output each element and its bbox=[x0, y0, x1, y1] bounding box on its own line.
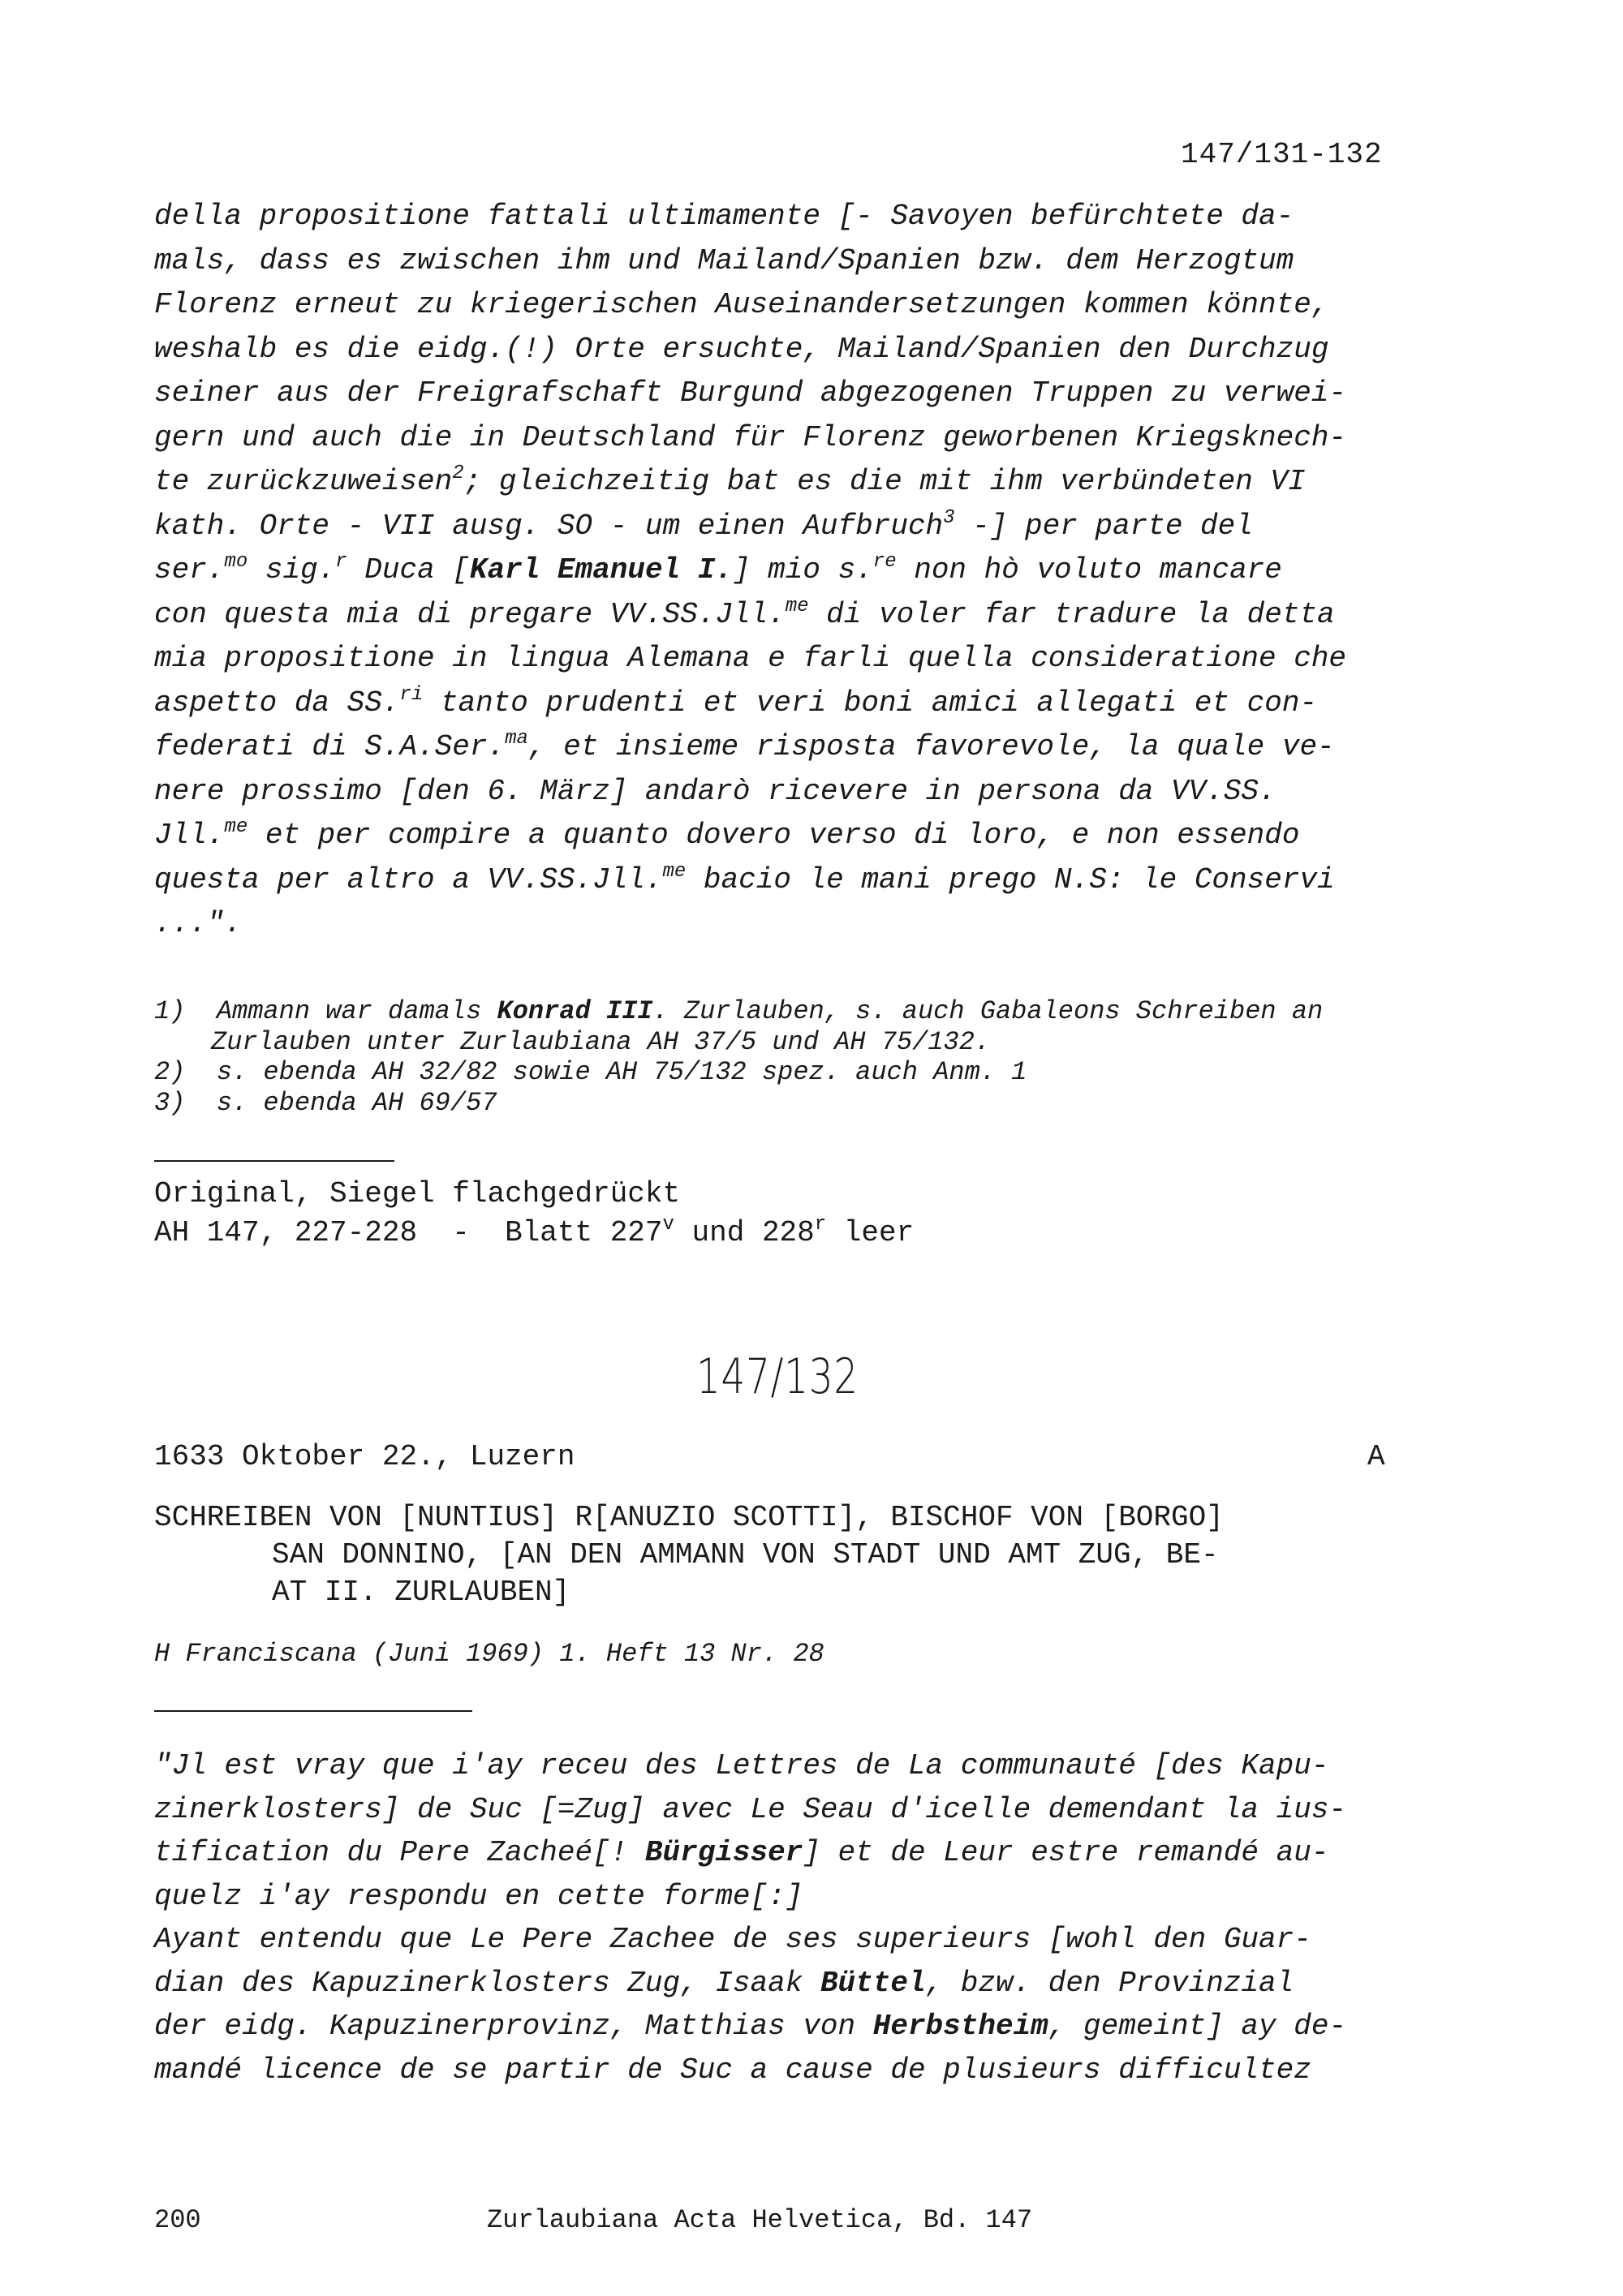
text-line: der eidg. Kapuzinerprovinz, Matthias von Herbstheim, gemeint] ay de- bbox=[154, 2010, 1347, 2043]
text-line: mia propositione in lingua Alemana e farli quella consideratione che bbox=[154, 642, 1347, 675]
footnote: 2) s. ebenda AH 32/82 sowie AH 75/132 spez. auch Anm. 1 bbox=[154, 1057, 1027, 1087]
text-line: dian des Kapuzinerklosters Zug, Isaak Büttel, bzw. den Provinzial bbox=[154, 1966, 1294, 2000]
text-line: con questa mia di pregare VV.SS.Jll.$^{me}$ di voler far tradure la detta bbox=[154, 595, 1335, 631]
person-name: Konrad III bbox=[497, 996, 653, 1026]
footnotes bbox=[154, 996, 1453, 1118]
footer-page-number: 200 bbox=[154, 2205, 201, 2235]
text-line: "Jl est vray que i'ay receu des Lettres de La communauté [des Kapu- bbox=[154, 1749, 1329, 1782]
text-line: mandé licence de se partir de Suc a cause de plusieurs difficultez bbox=[154, 2053, 1311, 2087]
person-name: Herbstheim bbox=[872, 2010, 1048, 2043]
text-line: te zurückzuweisen$^2$; gleichzeitig bat es die mit ihm verbündeten VI bbox=[154, 462, 1306, 498]
footnote-continuation: Zurlauben unter Zurlaubiana AH 37/5 und AH 75/132. bbox=[211, 1026, 991, 1057]
text-line: seiner aus der Freigrafschaft Burgund abgezogenen Truppen zu verwei- bbox=[154, 376, 1347, 410]
text-line: quelz i'ay respondu en cette forme[:] bbox=[154, 1879, 803, 1913]
text-line: gern und auch die in Deutschland für Florenz geworbenen Kriegsknech- bbox=[154, 420, 1347, 454]
text-line: mals, dass es zwischen ihm und Mailand/Spanien bzw. dem Herzogtum bbox=[154, 243, 1294, 277]
text-line: questa per altro a VV.SS.Jll.$^{me}$ bacio le mani prego N.S: le Conservi bbox=[154, 860, 1335, 896]
divider bbox=[154, 1710, 472, 1712]
source-note bbox=[154, 1175, 914, 1253]
footer-publication-title: Zurlaubiana Acta Helvetica, Bd. 147 bbox=[487, 2205, 1033, 2235]
text-line: tification du Pere Zacheé[! Bürgisser] et de Leur estre remandé au- bbox=[154, 1836, 1329, 1869]
text-line: ser.$^{mo}$ sig.$^r$ Duca [Karl Emanuel I.] mio s.$^{re}$ non hò voluto mancare bbox=[154, 551, 1282, 587]
document-category: A bbox=[1367, 1440, 1385, 1473]
source-line: AH 147, 227-228 - Blatt 227$^v$ und 228$^r$ leer bbox=[154, 1214, 915, 1249]
document-title bbox=[154, 1499, 1453, 1611]
footnote: 1) Ammann war damals Konrad III. Zurlauben, s. auch Gabaleons Schreiben an bbox=[154, 996, 1324, 1026]
text-line: zinerklosters] de Suc [=Zug] avec Le Seau d'icelle demendant la ius- bbox=[154, 1792, 1347, 1826]
text-line: federati di S.A.Ser.$^{ma}$, et insieme risposta favorevole, la quale ve- bbox=[154, 728, 1335, 763]
text-line: della propositione fattali ultimamente [- Savoyen befürchtete da- bbox=[154, 200, 1294, 233]
text-line: ...". bbox=[154, 907, 243, 940]
person-name: Büttel bbox=[820, 1966, 926, 2000]
document-number: 147/132 bbox=[696, 1348, 859, 1405]
previous-document-text bbox=[154, 195, 1420, 947]
footnote: 3) s. ebenda AH 69/57 bbox=[154, 1087, 497, 1118]
publication-reference: H Franciscana (Juni 1969) 1. Heft 13 Nr. 28 bbox=[154, 1639, 824, 1669]
text-line: weshalb es die eidg.(!) Orte ersuchte, Mailand/Spanien den Durchzug bbox=[154, 332, 1329, 366]
text-line: Ayant entendu que Le Pere Zachee de ses superieurs [wohl den Guar- bbox=[154, 1923, 1311, 1956]
footnote-ref: 3 bbox=[943, 506, 955, 529]
footnote-ref: 2 bbox=[452, 462, 464, 484]
person-name: Karl Emanuel I. bbox=[469, 553, 733, 587]
title-line: SCHREIBEN VON [NUNTIUS] R[ANUZIO SCOTTI], BISCHOF VON [BORGO] bbox=[154, 1501, 1224, 1534]
text-line: kath. Orte - VII ausg. SO - um einen Aufbruch$^3$ -] per parte del bbox=[154, 506, 1253, 543]
title-line: SAN DONNINO, [AN DEN AMMANN VON STADT UND AMT ZUG, BE- bbox=[272, 1538, 1219, 1572]
document-date-place: 1633 Oktober 22., Luzern bbox=[154, 1440, 575, 1473]
title-line: AT II. ZURLAUBEN] bbox=[272, 1576, 570, 1609]
text-line: Jll.$^{me}$ et per compire a quanto dovero verso di loro, e non essendo bbox=[154, 816, 1300, 852]
text-line: aspetto da SS.$^{ri}$ tanto prudenti et veri boni amici allegati et con- bbox=[154, 683, 1318, 720]
person-name: Bürgisser bbox=[644, 1836, 803, 1869]
divider bbox=[154, 1160, 394, 1162]
page-reference: 147/131-132 bbox=[1181, 138, 1383, 171]
text-line: Florenz erneut zu kriegerischen Auseinandersetzungen kommen könnte, bbox=[154, 288, 1329, 321]
source-line: Original, Siegel flachgedrückt bbox=[154, 1177, 681, 1210]
text-line: nere prossimo [den 6. März] andarò ricevere in persona da VV.SS. bbox=[154, 774, 1276, 808]
letter-text bbox=[154, 1744, 1428, 2092]
